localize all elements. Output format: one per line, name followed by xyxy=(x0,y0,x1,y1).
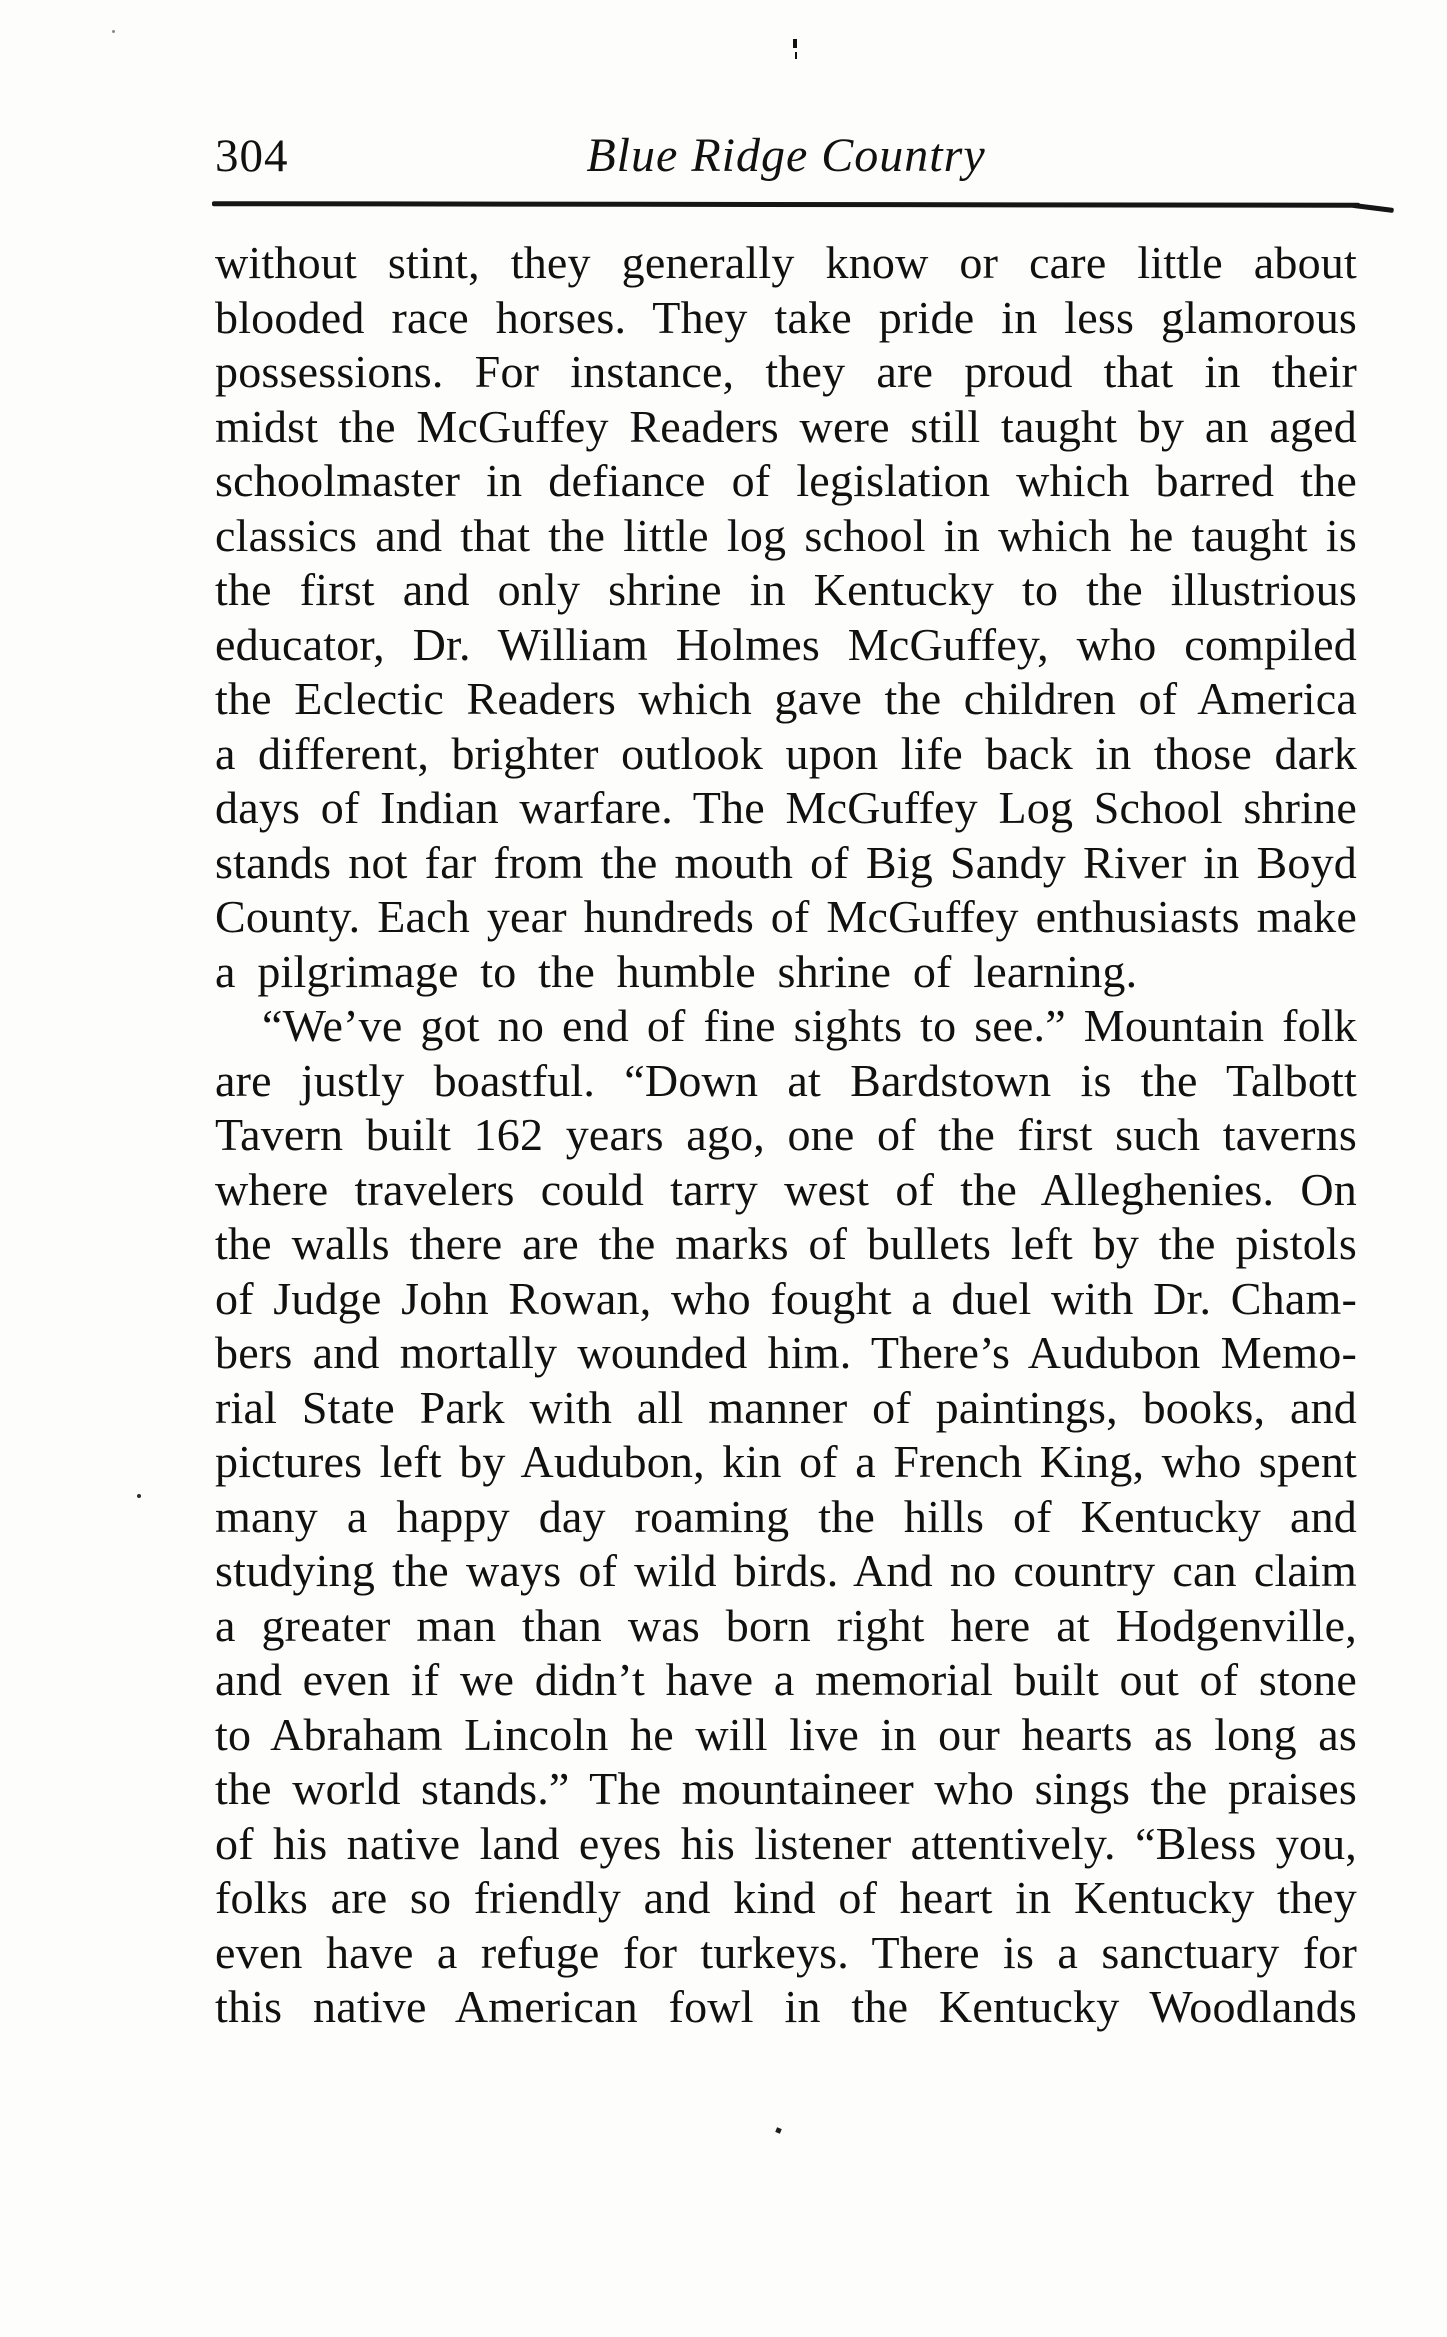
text-line: a pilgrimage to the humble shrine of learning. xyxy=(215,945,1138,997)
text-line: a different, brighter outlook upon life back in those dark xyxy=(215,727,1357,779)
ink-speck xyxy=(775,2127,782,2134)
text-line: of his native land eyes his listener attentively. “Bless you, xyxy=(215,1817,1357,1869)
text-line: Tavern built 162 years ago, one of the first such taverns xyxy=(215,1109,1357,1160)
text-line: of Judge John Rowan, who fought a duel with Dr. Cham- xyxy=(215,1272,1357,1324)
text-line: blooded race horses. They take pride in less glamorous xyxy=(215,291,1357,343)
page-number: 304 xyxy=(215,130,289,182)
text-line: rial State Park with all manner of paintings, books, and xyxy=(215,1381,1357,1433)
running-title: Blue Ridge Country xyxy=(586,129,986,182)
running-header xyxy=(215,129,1357,183)
text-line: to Abraham Lincoln he will live in our hearts as long as xyxy=(215,1708,1357,1760)
text-line: this native American fowl in the Kentucky Woodlands xyxy=(215,1981,1357,2032)
text-line: midst the McGuffey Readers were still taught by an aged xyxy=(215,400,1357,452)
text-line: stands not far from the mouth of Big Sandy River in Boyd xyxy=(215,836,1357,888)
text-line: possessions. For instance, they are proud that in their xyxy=(215,346,1357,397)
text-line: where travelers could tarry west of the Alleghenies. On xyxy=(215,1163,1357,1215)
text-line: schoolmaster in defiance of legislation which barred the xyxy=(215,455,1357,506)
text-line: the first and only shrine in Kentucky to the illustrious xyxy=(215,564,1357,615)
text-line: County. Each year hundreds of McGuffey enthusiasts make xyxy=(215,891,1357,942)
text-line: educator, Dr. William Holmes McGuffey, who compiled xyxy=(215,618,1357,670)
text-line: pictures left by Audubon, kin of a French King, who spent xyxy=(215,1436,1357,1487)
ink-speck xyxy=(793,39,797,48)
text-line: the Eclectic Readers which gave the children of America xyxy=(215,673,1357,724)
text-line: and even if we didn’t have a memorial built out of stone xyxy=(215,1654,1357,1705)
text-line: are justly boastful. “Down at Bardstown is the Talbott xyxy=(215,1054,1357,1106)
text-line: without stint, they generally know or care little about xyxy=(215,237,1357,288)
page-text xyxy=(215,236,1357,2035)
text-line: the world stands.” The mountaineer who sings the praises xyxy=(215,1763,1357,1814)
ink-speck xyxy=(112,30,115,33)
ink-speck xyxy=(137,1494,141,1498)
header-rule xyxy=(212,201,1360,208)
text-line: “We’ve got no end of fine sights to see.” Mountain folk xyxy=(262,1000,1357,1051)
text-line: studying the ways of wild birds. And no country can claim xyxy=(215,1545,1357,1596)
text-line: even have a refuge for turkeys. There is a sanctuary for xyxy=(215,1926,1357,1978)
text-line: bers and mortally wounded him. There’s Audubon Memo- xyxy=(215,1327,1357,1378)
text-line: the walls there are the marks of bullets left by the pistols xyxy=(215,1218,1357,1269)
text-line: many a happy day roaming the hills of Kentucky and xyxy=(215,1490,1357,1542)
text-line: classics and that the little log school in which he taught is xyxy=(215,509,1357,561)
text-line: days of Indian warfare. The McGuffey Log School shrine xyxy=(215,782,1357,833)
text-line: a greater man than was born right here at Hodgenville, xyxy=(215,1599,1357,1651)
text-line: folks are so friendly and kind of heart in Kentucky they xyxy=(215,1872,1357,1923)
